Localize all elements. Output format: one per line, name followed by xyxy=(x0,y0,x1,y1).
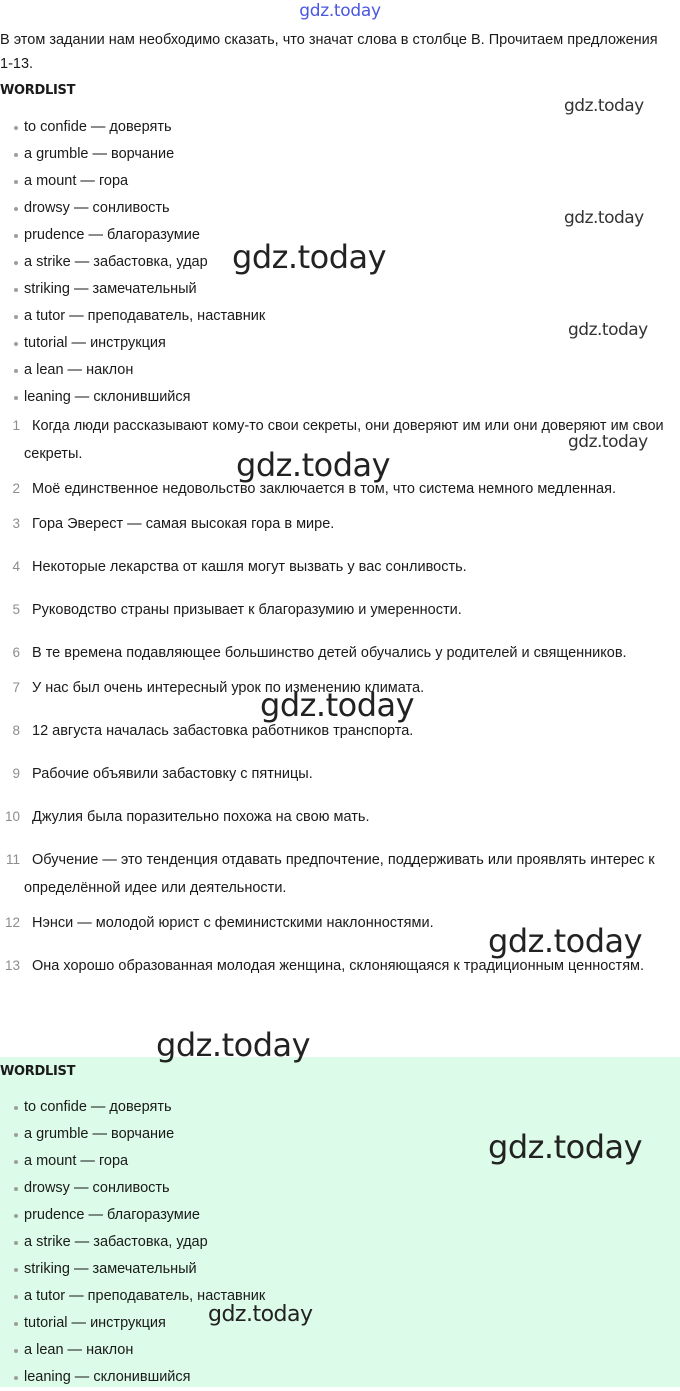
bullet-icon xyxy=(14,1160,18,1164)
wordlist-item-text: tutorial — инструкция xyxy=(24,1315,166,1331)
bullet-icon xyxy=(14,1187,18,1191)
wordlist-item xyxy=(0,249,265,276)
sentence-number: 7 xyxy=(12,680,20,695)
sentence-text: Обучение — это тенденция отдавать предпочтение, поддерживать или проявлять интерес к определённой идее или деятельности. xyxy=(24,852,655,896)
wordlist-item xyxy=(0,303,265,330)
wordlist-item-text: to confide — доверять xyxy=(24,119,172,135)
sentence-number: 6 xyxy=(12,645,20,660)
bullet-icon xyxy=(14,396,18,400)
sentence-text: У нас был очень интересный урок по изменению климата. xyxy=(32,680,425,696)
sentence-text: Руководство страны призывает к благоразумию и умеренности. xyxy=(32,602,462,618)
wordlist-item-text: drowsy — сонливость xyxy=(24,200,170,216)
sentence-text: В те времена подавляющее большинство детей обучались у родителей и священников. xyxy=(32,645,627,661)
bullet-icon xyxy=(14,1322,18,1326)
wordlist-item-text: a lean — наклон xyxy=(24,1342,134,1358)
bullet-icon xyxy=(14,369,18,373)
sentence-text: Некоторые лекарства от кашля могут вызвать у вас сонливость. xyxy=(32,559,467,575)
sentence-number: 10 xyxy=(4,809,20,824)
bullet-icon xyxy=(14,207,18,211)
sentence-text: Моё единственное недовольство заключается в том, что система немного медленная. xyxy=(32,481,616,497)
wordlist-item-text: a tutor — преподаватель, наставник xyxy=(24,1288,266,1304)
wordlist-item xyxy=(0,1148,265,1175)
sentence-text: Гора Эверест — самая высокая гора в мире. xyxy=(32,516,335,532)
bullet-icon xyxy=(14,315,18,319)
bullet-icon xyxy=(14,1241,18,1245)
wordlist-item xyxy=(0,276,265,303)
sentence-item xyxy=(0,596,675,624)
sentence-text: Нэнси — молодой юрист с феминистскими наклонностями. xyxy=(32,915,434,931)
watermark: gdz.today xyxy=(488,1128,643,1166)
wordlist-item xyxy=(0,1337,265,1364)
wordlist-item-text: tutorial — инструкция xyxy=(24,335,166,351)
wordlist-item-text: drowsy — сонливость xyxy=(24,1180,170,1196)
sentence-text: 12 августа началась забастовка работников транспорта. xyxy=(32,723,414,739)
watermark: gdz.today xyxy=(564,208,644,228)
sentence-number: 5 xyxy=(12,602,20,617)
wordlist-item-text: a mount — гора xyxy=(24,1153,129,1169)
bullet-icon xyxy=(14,153,18,157)
bullet-icon xyxy=(14,1133,18,1137)
sentence-item xyxy=(0,639,675,667)
sentence-text: Джулия была поразительно похожа на свою мать. xyxy=(32,809,370,825)
watermark: gdz.today xyxy=(488,922,643,960)
wordlist-item xyxy=(0,1202,265,1229)
wordlist-item xyxy=(0,168,265,195)
sentence-item xyxy=(0,760,675,788)
sentence-number: 12 xyxy=(4,915,20,930)
sentence-text: Когда люди рассказывают кому-то свои секреты, они доверяют им или они доверяют им свои секреты. xyxy=(24,418,664,462)
bullet-icon xyxy=(14,234,18,238)
watermark: gdz.today xyxy=(564,96,644,116)
wordlist-item-text: a lean — наклон xyxy=(24,362,134,378)
watermark: gdz.today xyxy=(568,320,648,340)
sentence-number: 13 xyxy=(4,958,20,973)
bullet-icon xyxy=(14,1295,18,1299)
sentence-item xyxy=(0,553,675,581)
wordlist-item-text: a strike — забастовка, удар xyxy=(24,254,208,270)
answer-block xyxy=(0,1057,680,1387)
wordlist-item-text: leaning — склонившийся xyxy=(24,389,191,405)
wordlist-item xyxy=(0,1229,265,1256)
wordlist-item-text: a grumble — ворчание xyxy=(24,1126,175,1142)
wordlist-item xyxy=(0,1121,265,1148)
wordlist-item xyxy=(0,357,265,384)
bullet-icon xyxy=(14,180,18,184)
watermark: gdz.today xyxy=(208,1302,313,1327)
bullet-icon xyxy=(14,261,18,265)
sentence-number: 1 xyxy=(12,418,20,433)
wordlist-item-text: to confide — доверять xyxy=(24,1099,172,1115)
sentence-number: 8 xyxy=(12,723,20,738)
wordlist-item xyxy=(0,384,265,411)
sentence-item xyxy=(0,846,675,902)
wordlist xyxy=(0,1094,265,1386)
wordlist-item-text: prudence — благоразумие xyxy=(24,1207,200,1223)
wordlist-item-text: a tutor — преподаватель, наставник xyxy=(24,308,266,324)
wordlist-item-text: a grumble — ворчание xyxy=(24,146,175,162)
watermark: gdz.today xyxy=(232,238,387,276)
bullet-icon xyxy=(14,1214,18,1218)
sentence-number: 9 xyxy=(12,766,20,781)
wordlist-heading: WORDLIST xyxy=(0,83,76,98)
sentence-number: 2 xyxy=(12,481,20,496)
sentence-text: Рабочие объявили забастовку с пятницы. xyxy=(32,766,313,782)
watermark: gdz.today xyxy=(568,432,648,452)
sentence-number: 3 xyxy=(12,516,20,531)
wordlist-item-text: prudence — благоразумие xyxy=(24,227,200,243)
wordlist-item xyxy=(0,195,265,222)
watermark: gdz.today xyxy=(156,1026,311,1064)
bullet-icon xyxy=(14,1376,18,1380)
wordlist-item-text: leaning — склонившийся xyxy=(24,1369,191,1385)
bullet-icon xyxy=(14,1106,18,1110)
site-logo[interactable]: gdz.today xyxy=(299,1,381,21)
bullet-icon xyxy=(14,288,18,292)
sentence-item xyxy=(0,803,675,831)
bullet-icon xyxy=(14,342,18,346)
wordlist-item-text: striking — замечательный xyxy=(24,281,197,297)
watermark: gdz.today xyxy=(260,686,415,724)
wordlist-item xyxy=(0,114,265,141)
wordlist-heading: WORDLIST xyxy=(0,1064,76,1079)
wordlist-item xyxy=(0,141,265,168)
bullet-icon xyxy=(14,126,18,130)
wordlist-item xyxy=(0,1364,265,1386)
wordlist-item xyxy=(0,1094,265,1121)
wordlist-item-text: a strike — забастовка, удар xyxy=(24,1234,208,1250)
wordlist-item xyxy=(0,1256,265,1283)
wordlist xyxy=(0,114,265,411)
wordlist-item-text: a mount — гора xyxy=(24,173,129,189)
watermark: gdz.today xyxy=(236,446,391,484)
wordlist-item-text: striking — замечательный xyxy=(24,1261,197,1277)
task-intro: В этом задании нам необходимо сказать, что значат слова в столбце B. Прочитаем предложения 1-13. xyxy=(0,32,658,72)
bullet-icon xyxy=(14,1349,18,1353)
wordlist-item xyxy=(0,330,265,357)
wordlist-item xyxy=(0,222,265,249)
sentence-number: 4 xyxy=(12,559,20,574)
wordlist-item xyxy=(0,1175,265,1202)
bullet-icon xyxy=(14,1268,18,1272)
sentence-text: Она хорошо образованная молодая женщина, склоняющаяся к традиционным ценностям. xyxy=(32,958,645,974)
sentence-item xyxy=(0,510,675,538)
sentence-number: 11 xyxy=(5,852,20,867)
